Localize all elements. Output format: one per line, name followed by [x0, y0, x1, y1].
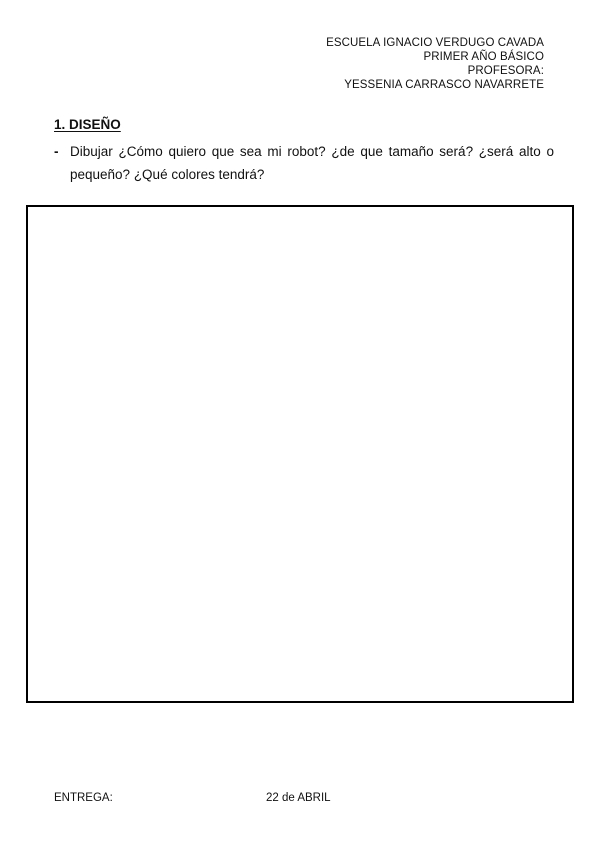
- bullet-dash: -: [54, 144, 59, 159]
- instruction-text: Dibujar ¿Cómo quiero que sea mi robot? ¿de que tamaño será? ¿será alto o pequeño? ¿Qué colores tendrá?: [70, 144, 554, 182]
- instruction-item: [54, 140, 554, 186]
- teacher-label: PROFESORA:: [467, 65, 544, 77]
- school-header: [326, 36, 544, 92]
- delivery-label: ENTREGA:: [54, 792, 113, 804]
- grade-level: PRIMER AÑO BÁSICO: [423, 51, 544, 63]
- teacher-name: YESSENIA CARRASCO NAVARRETE: [344, 79, 544, 91]
- section-title: 1. DISEÑO: [54, 117, 121, 132]
- drawing-area-box[interactable]: [26, 205, 574, 703]
- school-name: ESCUELA IGNACIO VERDUGO CAVADA: [326, 37, 544, 49]
- delivery-date: 22 de ABRIL: [266, 792, 331, 804]
